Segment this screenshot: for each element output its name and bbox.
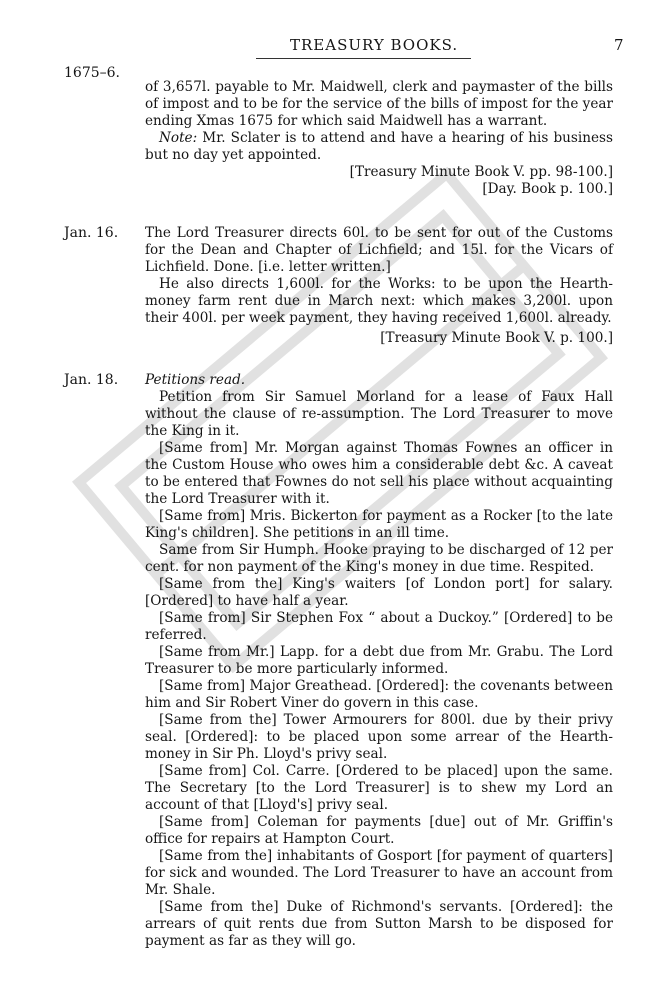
petition-paragraph: [Same from] Mr. Morgan against Thomas Fownes an officer in the Custom House who owes him a considerable debt &c. A caveat to be entered that Fownes do not sell his place without acquainting the Lord Treasurer with it.: [145, 440, 613, 507]
page-number: 7: [614, 36, 624, 54]
petition-paragraph: [Same from the] Duke of Richmond's servants. [Ordered]: the arrears of quit rents due from Sutton Marsh to be disposed for payment as far as they will go.: [145, 899, 613, 949]
source-reference: [Day. Book p. 100.]: [482, 181, 613, 197]
petition-paragraph: [Same from Mr.] Lapp. for a debt due from Mr. Grabu. The Lord Treasurer to be more particularly informed.: [145, 644, 613, 677]
entry-jan-18: [145, 372, 613, 950]
petition-paragraph: [Same from the] Tower Armourers for 800l. due by their privy seal. [Ordered]: to be placed upon some arrear of the Hearth-money in Sir Ph. Lloyd's privy seal.: [145, 712, 613, 762]
petition-paragraph: [Same from] Coleman for payments [due] out of Mr. Griffin's office for repairs at Hampton Court.: [145, 814, 613, 847]
petition-paragraph: [Same from] Sir Stephen Fox “ about a Duckoy.” [Ordered] to be referred.: [145, 610, 613, 643]
petition-paragraph: Same from Sir Humph. Hooke praying to be discharged of 12 per cent. for non payment of the King's money in due time. Respited.: [145, 542, 613, 575]
petition-paragraph: [Same from the] inhabitants of Gosport [for payment of quarters] for sick and wounded. The Lord Treasurer to have an account from Mr. Shale.: [145, 848, 613, 898]
petition-paragraph: Petition from Sir Samuel Morland for a lease of Faux Hall without the clause of re-assumption. The Lord Treasurer to move the King in it.: [145, 389, 613, 439]
running-header-title: TREASURY BOOKS.: [290, 36, 459, 54]
margin-year: 1675–6.: [64, 65, 120, 81]
petition-paragraph: [Same from] Col. Carre. [Ordered to be placed] upon the same. The Secretary [to the Lord Treasurer] is to shew my Lord an account of that [Lloyd's] privy seal.: [145, 763, 613, 813]
petition-paragraph: [Same from] Major Greathead. [Ordered]: the covenants between him and Sir Robert Viner do govern in this case.: [145, 678, 613, 711]
note-text: Mr. Sclater is to attend and have a hearing of his business but no day yet appointed.: [145, 130, 613, 163]
paragraph: The Lord Treasurer directs 60l. to be sent for out of the Customs for the Dean and Chapter of Lichfield; and 15l. for the Vicars of Lichfield. Done. [i.e. letter written.]: [145, 225, 613, 275]
source-reference: [Treasury Minute Book V. pp. 98-100.]: [349, 164, 613, 180]
note-paragraph: [145, 130, 613, 164]
entry-continuation: [145, 79, 613, 198]
paragraph: of 3,657l. payable to Mr. Maidwell, clerk and paymaster of the bills of impost and to be for the service of the bills of impost for the year ending Xmas 1675 for which said Maidwell has a warrant.: [145, 79, 614, 129]
source-reference: [Treasury Minute Book V. p. 100.]: [380, 330, 613, 346]
header-rule: [256, 58, 471, 59]
note-label: Note:: [159, 130, 198, 146]
entry-jan-16: [145, 225, 613, 347]
section-heading: Petitions read.: [145, 372, 246, 388]
petition-paragraph: [Same from the] King's waiters [of London port] for salary. [Ordered] to have half a year.: [145, 576, 613, 609]
entry-date: Jan. 16.: [64, 225, 119, 241]
paragraph: He also directs 1,600l. for the Works: to be upon the Hearth-money farm rent due in March next: which makes 3,200l. upon their 400l. per week payment, they having received 1,600l. already.: [145, 276, 613, 326]
entry-date: Jan. 18.: [64, 372, 119, 388]
petition-paragraph: [Same from] Mris. Bickerton for payment as a Rocker [to the late King's children]. She petitions in an ill time.: [145, 508, 613, 541]
